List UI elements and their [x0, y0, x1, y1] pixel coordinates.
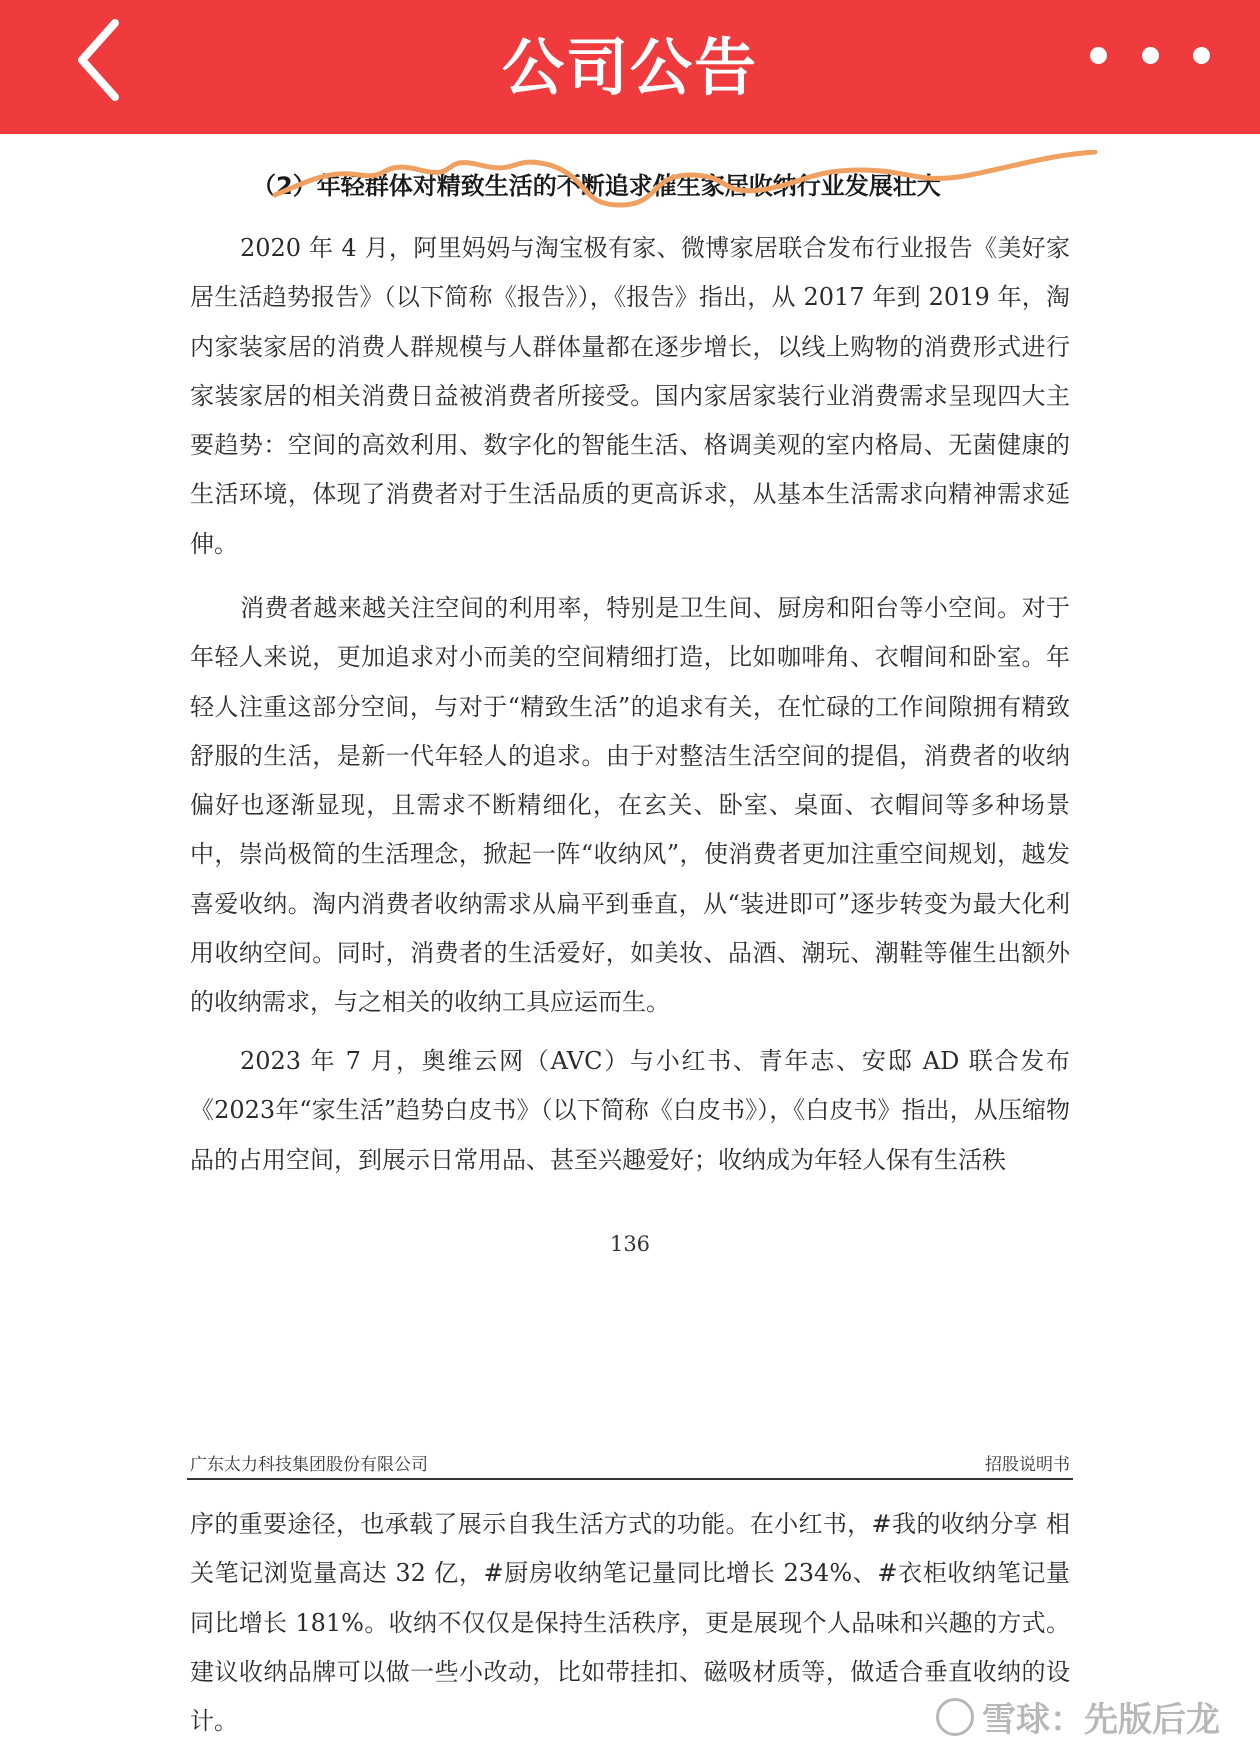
document-type: 招股说明书 [985, 1455, 1070, 1475]
page-title: 公司公告 [501, 31, 758, 104]
watermark-text: 雪球：先版后龙 [982, 1700, 1220, 1740]
section-heading: （2）年轻群体对精致生活的不断追求催生家居收纳行业发展壮大 [252, 172, 941, 200]
xueqiu-logo-icon [936, 1698, 974, 1736]
more-options-button[interactable] [1090, 40, 1210, 70]
paragraph-2: 消费者越来越关注空间的利用率，特别是卫生间、厨房和阳台等小空间。对于年轻人来说，更加追求对小而美的空间精细打造，比如咖啡角、衣帽间和卧室。年轻人注重这部分空间，与对于“精致生活”的追求有关，在忙碌的工作间隙拥有精致舒服的生活，是新一代年轻人的追求。由于对整洁生活空间的提倡，消费者的收纳偏好也逐渐显现，且需求不断精细化，在玄关、卧室、桌面、衣帽间等多种场景中，崇尚极简的生活理念，掀起一阵“收纳风”，使消费者更加注重空间规划，越发喜爱收纳。淘内消费者收纳需求从扁平到垂直，从“装进即可”逐步转变为最大化利用收纳空间。同时，消费者的生活爱好，如美妆、品酒、潮玩、潮鞋等催生出额外的收纳需求，与之相关的收纳工具应运而生。 [190, 594, 1070, 1017]
paragraph-1: 2020 年 4 月，阿里妈妈与淘宝极有家、微博家居联合发布行业报告《美好家居生活趋势报告》（以下简称《报告》），《报告》指出，从 2017 年到 2019 年，淘内家装家居的消费人群规模与人群体量都在逐步增长，以线上购物的消费形式进行家装家居的相关消费日益被消费者所接受。国内家居家装行业消费需求呈现四大主要趋势：空间的高效利用、数字化的智能生活、格调美观的室内格局、无菌健康的生活环境，体现了消费者对于生活品质的更高诉求，从基本生活需求向精神需求延伸。 [190, 234, 1070, 558]
continuation-paragraph: 序的重要途径，也承载了展示自我生活方式的功能。在小红书，#我的收纳分享 相关笔记浏览量高达 32 亿，#厨房收纳笔记量同比增长 234%、#衣柜收纳笔记量同比增长 181%。收纳不仅仅是保持生活秩序，更是展现个人品味和兴趣的方式。建议收纳品牌可以做一些小改动，比如带挂扣、磁吸材质等，做适合垂直收纳的设计。 [190, 1510, 1070, 1736]
next-page-header [187, 1448, 1073, 1480]
app-header [0, 0, 1260, 134]
more-horizontal-icon [1090, 47, 1107, 64]
page-number: 136 [609, 1232, 651, 1256]
paragraph-3: 2023 年 7 月，奥维云网（AVC）与小红书、青年志、安邸 AD 联合发布《2023年“家生活”趋势白皮书》（以下简称《白皮书》），《白皮书》指出，从压缩物品的占用空间，到展示日常用品、甚至兴趣爱好；收纳成为年轻人保有生活秩 [190, 1047, 1070, 1174]
company-name: 广东太力科技集团股份有限公司 [190, 1455, 428, 1475]
watermark [936, 1692, 1220, 1741]
